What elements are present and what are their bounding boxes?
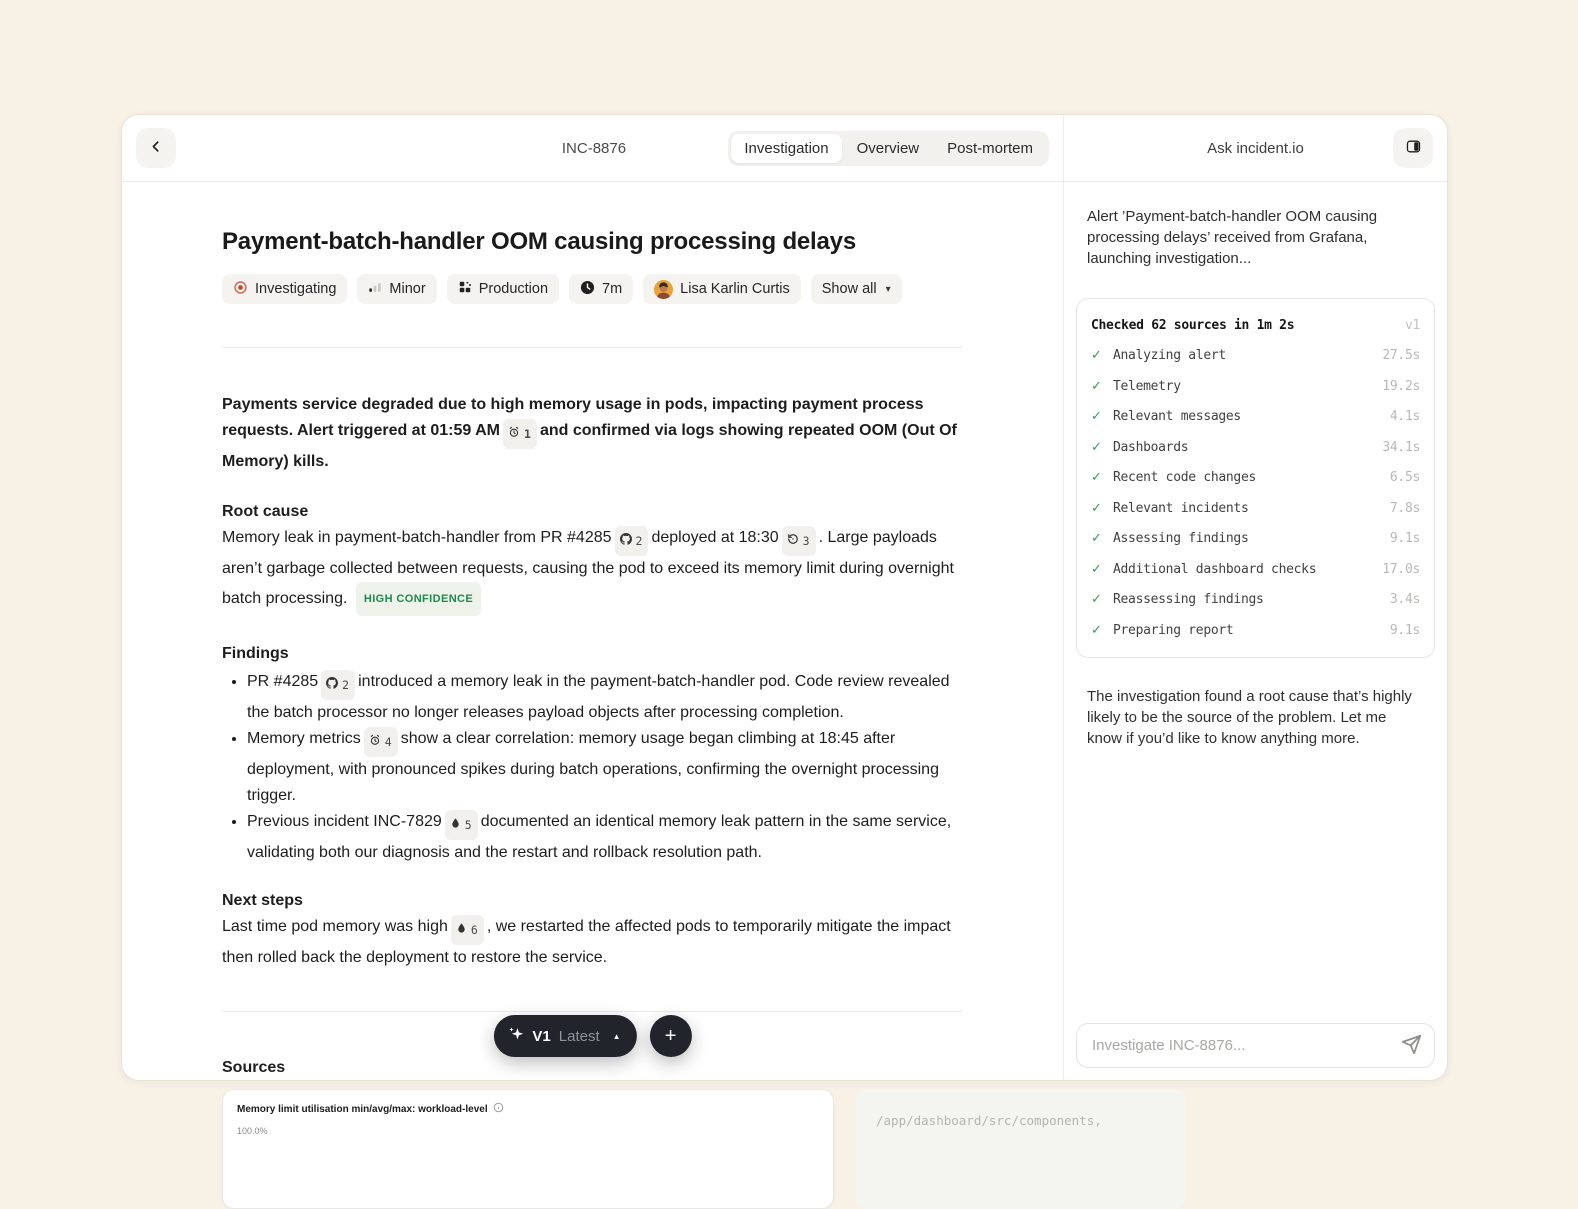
check-icon: ✓: [1091, 348, 1102, 364]
show-all-button[interactable]: Show all ▾: [811, 274, 902, 304]
check-icon: ✓: [1091, 378, 1102, 394]
finding-item: • Memory metrics 4 show a clear correlation: memory usage began climbing at 18:45 after deployment, with pronounced spikes during batch operations, confirming the overnight processing trigger.: [247, 726, 963, 809]
github-icon: [620, 528, 632, 554]
assistant-title: Ask incident.io: [1207, 139, 1304, 157]
grid-icon: [458, 280, 472, 298]
page-title: Payment-batch-handler OOM causing processing delays: [222, 228, 856, 255]
progress-row: ✓ Assessing findings 9.1s: [1091, 531, 1420, 547]
source-card-dashboard[interactable]: [222, 1089, 834, 1209]
citation-chip-metrics[interactable]: 4: [364, 727, 398, 757]
citation-chip-deploy[interactable]: 3: [782, 526, 816, 556]
assistant-panel: [1063, 115, 1447, 1080]
assistant-message: The investigation found a root cause that’s highly likely to be the source of the problem. Let me know if you’d like to know anything more.: [1087, 687, 1412, 747]
progress-row: ✓ Relevant incidents 7.8s: [1091, 500, 1420, 516]
citation-chip-incident[interactable]: 5: [445, 810, 478, 840]
next-steps-heading: Next steps: [222, 892, 303, 909]
citation-chip-github[interactable]: 2: [321, 670, 355, 700]
flame-icon: [450, 812, 461, 838]
flame-icon: [456, 917, 467, 943]
check-icon: ✓: [1091, 561, 1102, 577]
progress-row: ✓ Analyzing alert 27.5s: [1091, 348, 1420, 364]
citation-chip-alert[interactable]: 1: [503, 419, 537, 449]
finding-item: • PR #4285 2 introduced a memory leak in the payment-batch-handler pod. Code review revealed the batch processor no longer releases payload objects after processing completion.: [247, 669, 963, 726]
back-button[interactable]: [136, 128, 176, 168]
next-steps-paragraph: Last time pod memory was high 6 , we restarted the affected pods to temporarily mitigate the impact then rolled back the deployment to restore the service.: [222, 914, 963, 971]
add-version-button[interactable]: [650, 1015, 692, 1057]
send-button[interactable]: [1401, 1034, 1422, 1058]
alarm-clock-icon: [508, 421, 520, 447]
status-investigating-icon: [233, 280, 248, 299]
check-icon: ✓: [1091, 500, 1102, 516]
panel-toggle-icon: [1405, 138, 1422, 158]
duration-badge[interactable]: 7m: [569, 274, 633, 304]
avatar: [654, 280, 673, 299]
citation-chip-incident[interactable]: 6: [451, 915, 484, 945]
check-icon: ✓: [1091, 439, 1102, 455]
progress-header-row: Checked 62 sources in 1m 2s v1: [1091, 317, 1420, 333]
check-icon: ✓: [1091, 622, 1102, 638]
lead-badge[interactable]: Lisa Karlin Curtis: [643, 274, 801, 304]
chart-title: Memory limit utilisation min/avg/max: workload-level: [237, 1103, 488, 1115]
tab-overview[interactable]: Overview: [856, 139, 920, 157]
main-panel: [122, 115, 1102, 1136]
version-selector-button[interactable]: V1 Latest ▲: [493, 1015, 636, 1057]
chevron-up-icon: ▲: [612, 1031, 621, 1041]
summary-paragraph: Payments service degraded due to high memory usage in pods, impacting payment process requests. Alert triggered at 01:59 AM 1 and confirmed via logs showing repeated OOM (Out Of Memory) kills.: [222, 396, 957, 470]
badge-row: [222, 274, 963, 304]
main-header: [122, 115, 1063, 182]
progress-row: ✓ Reassessing findings 3.4s: [1091, 592, 1420, 608]
send-icon: [1401, 1043, 1422, 1058]
chart-axis-label: 100.0%: [237, 1126, 268, 1136]
progress-row: ✓ Dashboards 34.1s: [1091, 439, 1420, 455]
root-cause-paragraph: Memory leak in payment-batch-handler from PR #4285 2 deployed at 18:30 3 . Large payloads aren’t garbage collected between requests, causing the pod to exceed its memory limit during overnight batch processing. HIGH CONFIDENCE: [222, 525, 963, 616]
assistant-footer: [1064, 1011, 1447, 1080]
status-badge[interactable]: Investigating: [222, 274, 347, 304]
chevron-down-icon: ▾: [885, 283, 891, 295]
divider: [222, 347, 963, 348]
severity-badge[interactable]: Minor: [357, 274, 436, 304]
finding-item: • Previous incident INC-7829 5 documented an identical memory leak pattern in the same service, validating both our diagnosis and the restart and rollback resolution path.: [247, 809, 963, 866]
check-icon: ✓: [1091, 531, 1102, 547]
progress-row: ✓ Telemetry 19.2s: [1091, 378, 1420, 394]
assistant-conversation: [1064, 182, 1447, 1011]
collapse-panel-button[interactable]: [1393, 128, 1433, 168]
incident-id: INC-8876: [561, 139, 627, 157]
sources-heading: Sources: [222, 1059, 286, 1076]
root-cause-heading: Root cause: [222, 503, 309, 520]
plus-icon: +: [664, 1025, 677, 1047]
check-icon: ✓: [1091, 470, 1102, 486]
history-icon: [787, 528, 799, 554]
chevron-left-icon: [149, 139, 164, 157]
progress-row: ✓ Recent code changes 6.5s: [1091, 470, 1420, 486]
info-icon: [493, 1102, 504, 1116]
source-card-code[interactable]: /app/dashboard/src/components,: [856, 1089, 1186, 1209]
tab-group: [728, 131, 1049, 166]
assistant-header: [1064, 115, 1447, 182]
tab-post-mortem[interactable]: Post-mortem: [947, 139, 1033, 157]
sources-checked-panel: [1076, 298, 1435, 658]
confidence-badge: HIGH CONFIDENCE: [356, 582, 481, 616]
progress-row: ✓ Additional dashboard checks 17.0s: [1091, 561, 1420, 577]
alarm-clock-icon: [369, 729, 381, 755]
github-icon: [326, 672, 338, 698]
findings-heading: Findings: [222, 645, 289, 662]
ask-input[interactable]: [1076, 1023, 1435, 1068]
check-icon: ✓: [1091, 592, 1102, 608]
clock-icon: [580, 280, 595, 299]
progress-row: ✓ Preparing report 9.1s: [1091, 622, 1420, 638]
source-cards: [222, 1089, 1102, 1209]
sparkle-icon: [507, 1026, 524, 1046]
version-controls: [493, 1015, 691, 1057]
check-icon: ✓: [1091, 409, 1102, 425]
type-badge[interactable]: Production: [447, 274, 559, 304]
severity-bars-icon: [368, 280, 382, 298]
app-window: [121, 114, 1448, 1136]
version-label: v1: [1404, 317, 1420, 333]
findings-list: [222, 669, 963, 866]
citation-chip-github[interactable]: 2: [615, 526, 649, 556]
divider: [222, 1011, 963, 1012]
tab-investigation[interactable]: Investigation: [731, 134, 841, 163]
assistant-message: Alert ’Payment-batch-handler OOM causing processing delays’ received from Grafana, launching investigation...: [1087, 208, 1378, 267]
progress-row: ✓ Relevant messages 4.1s: [1091, 409, 1420, 425]
